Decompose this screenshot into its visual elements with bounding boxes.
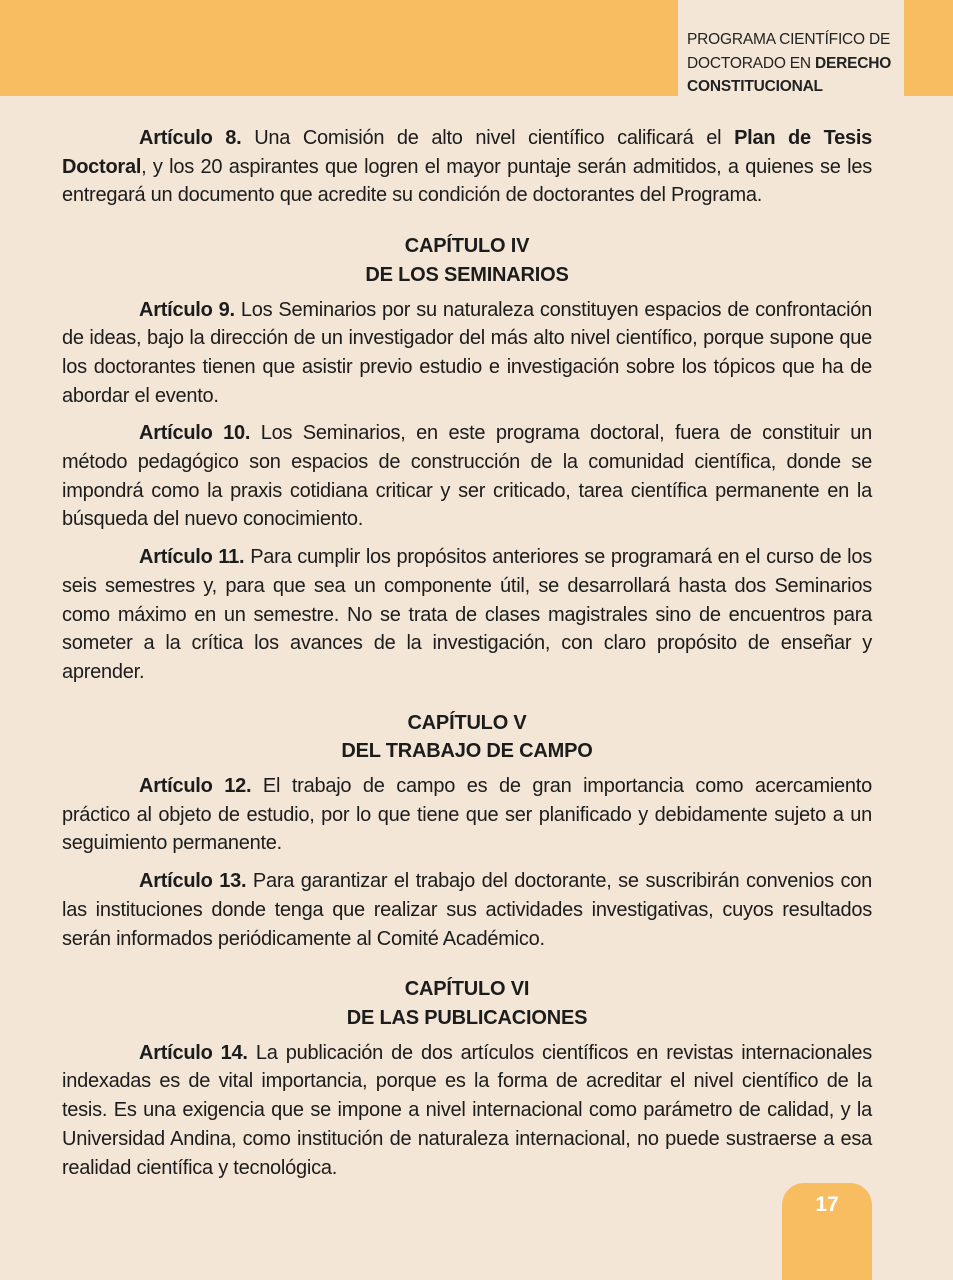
chapter-5-title: CAPÍTULO V [407, 711, 527, 734]
page-number: 17 [815, 1193, 839, 1216]
chapter-4-heading [62, 232, 872, 289]
chapter-4-title: CAPÍTULO IV [404, 235, 530, 258]
header-line-2-bold: DERECHO [815, 54, 892, 72]
article-11-text: Para cumplir los propósitos anteriores se programará en el curso de los seis semestres y, para que sea un componente útil, se desarrollará hasta dos Seminarios como máximo en un semestre. No se trata de clases magistrales sino de encuentros para someter a la crítica los avances de la investigación, con claro propósito de enseñar y aprender. [62, 546, 872, 683]
article-9 [62, 296, 872, 411]
article-8-text-2: , y los 20 aspirantes que logren el mayor puntaje serán admitidos, a quienes se les entregará un documento que acredite su condición de doctorantes del Programa. [62, 155, 872, 207]
chapter-5-heading [62, 709, 872, 766]
article-13-text: Para garantizar el trabajo del doctorante, se suscribirán convenios con las instituciones donde tenga que realizar sus actividades investigativas, cuyos resultados serán informados periódicamente al Comité Académico. [62, 870, 872, 950]
page-body [62, 124, 872, 1191]
chapter-6-heading [62, 975, 872, 1032]
article-10 [62, 419, 872, 534]
article-11 [62, 543, 872, 687]
article-9-text: Los Seminarios por su naturaleza constituyen espacios de confrontación de ideas, bajo la dirección de un investigador del más alto nivel científico, porque supone que los doctorantes tienen que asistir previo estudio e investigación sobre los tópicos que ha de abordar el evento. [62, 298, 873, 407]
article-8-label: Artículo 8. [139, 127, 242, 149]
article-14 [62, 1039, 872, 1183]
article-14-text: La publicación de dos artículos científicos en revistas internacionales indexadas es de vital importancia, porque es la forma de acreditar el nivel científico de la tesis. Es una exigencia que se impone a nivel internacional como parámetro de calidad, y la Universidad Andina, como institución de naturaleza internacional, no puede sustraerse a esa realidad científica y tecnológica. [62, 1041, 873, 1179]
article-8-text-1: Una Comisión de alto nivel científico calificará el [241, 127, 735, 149]
article-13-label: Artículo 13. [139, 870, 247, 893]
header-line-2-prefix: DOCTORADO EN [687, 54, 816, 72]
header-line-3-bold: CONSTITUCIONAL [687, 78, 823, 95]
article-8 [62, 124, 872, 210]
chapter-4-subtitle: DE LOS SEMINARIOS [365, 263, 569, 286]
header-line-3 [687, 75, 904, 99]
chapter-5-subtitle: DEL TRABAJO DE CAMPO [341, 740, 593, 763]
chapter-6-title: CAPÍTULO VI [404, 978, 530, 1001]
article-10-text: Los Seminarios, en este programa doctoral, fuera de constituir un método pedagógico son espacios de construcción de la comunidad científica, donde se impondrá como la praxis cotidiana criticar y ser criticado, tarea científica permanente en la búsqueda del nuevo conocimiento. [62, 422, 872, 531]
article-10-label: Artículo 10. [139, 422, 251, 445]
article-12-text: El trabajo de campo es de gran importancia como acercamiento práctico al objeto de estudio, por lo que tiene que ser planificado y debidamente sujeto a un seguimiento permanente. [62, 775, 872, 855]
article-8-bold-term: Plan de Tesis Doctoral [62, 127, 872, 178]
article-12 [62, 772, 872, 858]
article-13 [62, 867, 872, 953]
header-line-2 [687, 52, 904, 76]
article-9-label: Artículo 9. [139, 298, 235, 321]
chapter-6-subtitle: DE LAS PUBLICACIONES [346, 1006, 588, 1029]
article-14-label: Artículo 14. [139, 1041, 248, 1064]
running-header [678, 0, 904, 96]
page-number-tab [782, 1183, 872, 1280]
article-11-label: Artículo 11. [139, 546, 245, 569]
header-line-1: PROGRAMA CIENTÍFICO DE [687, 31, 891, 48]
article-12-label: Artículo 12. [139, 775, 252, 798]
